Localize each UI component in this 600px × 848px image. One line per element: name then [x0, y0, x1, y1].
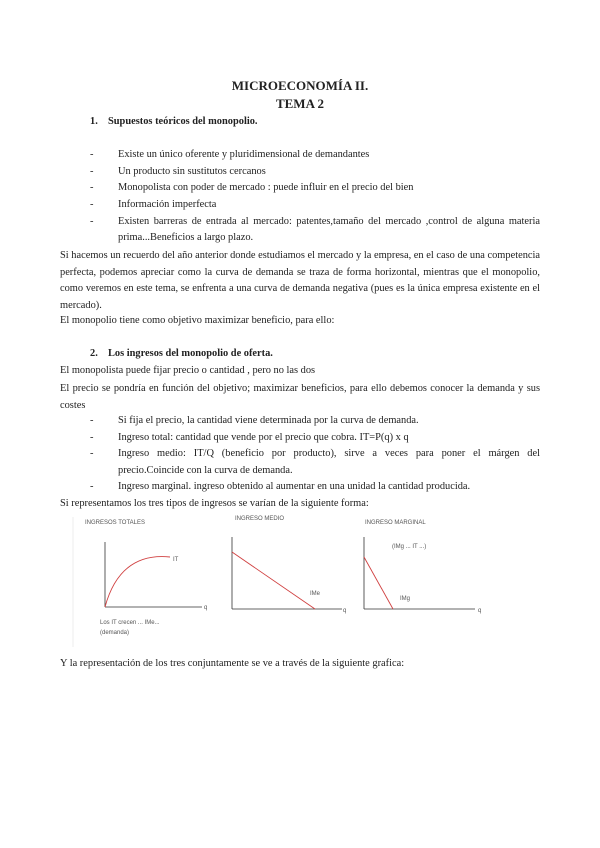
bullet-dash: -: [90, 481, 94, 492]
bullet-dash: -: [90, 166, 94, 177]
list-item-continuation: precio.Coincide con la curva de demanda.: [118, 465, 293, 476]
handwritten-revenue-sketches: [60, 512, 540, 652]
paragraph: Si hacemos un recuerdo del año anterior donde estudiamos el mercado y la empresa, en el caso de una competencia perfecta, podemos apreciar como la curva de demanda se traza de forma horizontal, mientras que el monopolio, como veremos en este tema, se enfrenta a una curva de demanda negativa (pues es la única empresa existente en el mercado).: [60, 250, 540, 311]
svg-text:q: q: [343, 608, 347, 614]
list-item: Información imperfecta: [118, 199, 217, 210]
list-item-continuation: prima...Beneficios a largo plazo.: [118, 232, 254, 243]
svg-text:Los IT crecen ... IMe...: Los IT crecen ... IMe...: [100, 620, 160, 626]
paragraph: Si representamos los tres tipos de ingresos se varían de la siguiente forma:: [60, 498, 369, 509]
svg-text:IMg: IMg: [400, 596, 411, 602]
list-item: Ingreso total: cantidad que vende por el precio que cobra. IT=P(q) x q: [118, 432, 409, 443]
list-item: Existen barreras de entrada al mercado: patentes,tamaño del mercado ,control de alguna materia: [118, 216, 540, 227]
bullet-dash: -: [90, 415, 94, 426]
section2-heading: 2. Los ingresos del monopolio de oferta.: [90, 348, 273, 359]
sketch-label-total: INGRESOS TOTALES: [85, 520, 146, 526]
paragraph: Y la representación de los tres conjuntamente se ve a través de la siguiente grafica:: [60, 658, 405, 669]
sketch-label-marginal: INGRESO MARGINAL: [365, 520, 426, 526]
list-item: Existe un único oferente y pluridimensional de demandantes: [118, 149, 370, 160]
list-item: Un producto sin sustitutos cercanos: [118, 166, 266, 177]
document-subtitle: TEMA 2: [275, 96, 325, 111]
list-item: Si fija el precio, la cantidad viene determinada por la curva de demanda.: [118, 415, 419, 426]
bullet-dash: -: [90, 432, 94, 443]
svg-text:IT: IT: [173, 557, 179, 563]
bullet-dash: -: [90, 149, 94, 160]
document-title: MICROECONOMÍA II.: [231, 78, 369, 93]
svg-text:(demanda): (demanda): [100, 630, 130, 636]
svg-text:q: q: [478, 608, 482, 614]
bullet-dash: -: [90, 216, 94, 227]
bullet-dash: -: [90, 182, 94, 193]
paragraph: El precio se pondría en función del objetivo; maximizar beneficios, para ello debemos conocer la demanda y sus costes: [60, 383, 540, 411]
paragraph: El monopolio tiene como objetivo maximizar beneficio, para ello:: [60, 315, 335, 326]
bullet-dash: -: [90, 448, 94, 459]
svg-text:q: q: [204, 605, 208, 611]
svg-text:(IMg ... IT ...): (IMg ... IT ...): [392, 544, 427, 550]
section1-heading: 1. Supuestos teóricos del monopolio.: [90, 116, 258, 127]
bullet-dash: -: [90, 199, 94, 210]
list-item: Ingreso medio: IT/Q (beneficio por producto), sirve a veces para poner el márgen del: [118, 448, 540, 459]
sketch-label-average: INGRESO MEDIO: [235, 516, 285, 522]
paragraph: El monopolista puede fijar precio o cantidad , pero no las dos: [60, 365, 316, 376]
list-item: Monopolista con poder de mercado : puede influir en el precio del bien: [118, 182, 414, 193]
svg-text:IMe: IMe: [310, 591, 321, 597]
list-item: Ingreso marginal. ingreso obtenido al aumentar en una unidad la cantidad producida.: [118, 481, 471, 492]
